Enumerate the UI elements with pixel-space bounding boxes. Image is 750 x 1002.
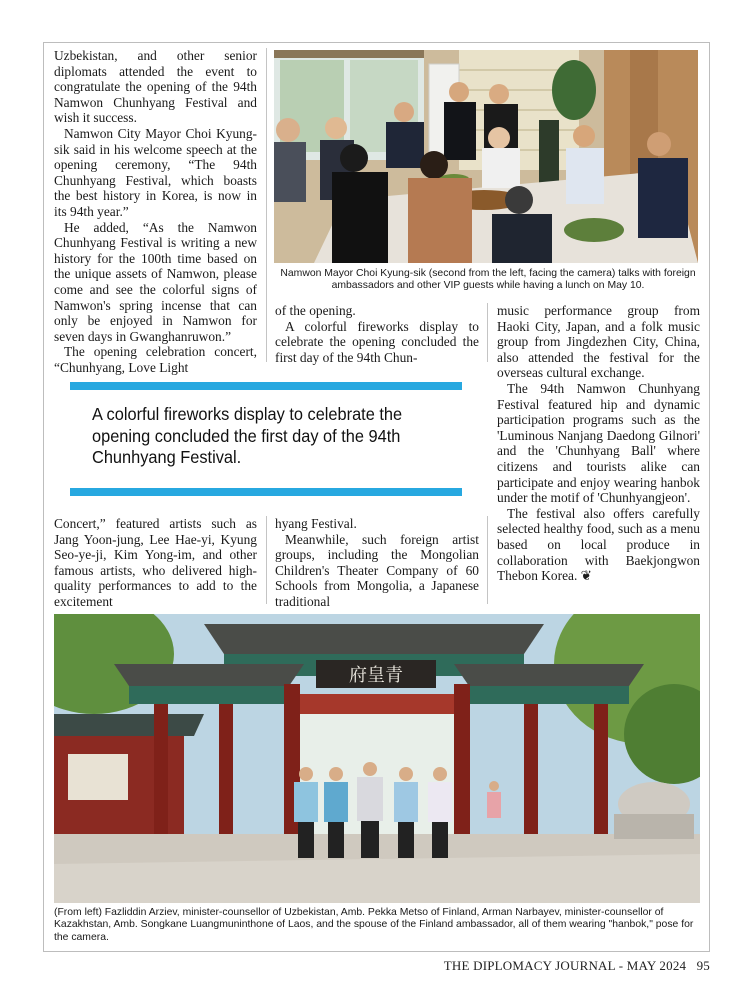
- luncheon-photo: [274, 50, 698, 263]
- paragraph: He added, “As the Namwon Chunhyang Festival is writing a new history for the 100th time based on the unique assets of Namwon, please come and see the colorful signs of Namwon's spring incense that can only be enjoyed in Namwon for seven days in Gwanghanruwon.”: [54, 219, 257, 344]
- gate-sign-text: 府皇青: [349, 665, 403, 686]
- article-column-2-bottom: [275, 516, 479, 610]
- pullquote-text: A colorful fireworks display to celebrate the opening concluded the first day of the 94th Chunhyang Festival.: [92, 404, 403, 467]
- paragraph: Concert,” featured artists such as Jang Yoon-jung, Lee Hae-yi, Kyung Seo-ye-ji, Kim Yong-im, and other famous artists, who delivered high-quality performances to add to the excitement: [54, 516, 257, 609]
- column-divider: [266, 516, 267, 604]
- paragraph: Namwon City Mayor Choi Kyung-sik said in his welcome speech at the opening ceremony, “The 94th Chunhyang Festival, which boasts the best history in Korea, is now in its 94th year.”: [54, 125, 257, 219]
- article-column-1-top: [54, 48, 257, 375]
- end-mark-icon: ❦: [580, 568, 592, 584]
- journal-name: THE DIPLOMACY JOURNAL - MAY 2024: [443, 958, 687, 973]
- paragraph: hyang Festival.: [275, 516, 357, 531]
- paragraph: The opening celebration concert, “Chunhyang, Love Light: [54, 344, 257, 375]
- gate-photo-illustration: [54, 614, 700, 903]
- column-divider: [487, 516, 488, 604]
- page-footer: [444, 958, 710, 974]
- column-divider: [487, 303, 488, 362]
- pullquote-top-bar: [70, 382, 462, 390]
- pullquote-bottom-bar: [70, 488, 462, 496]
- article-column-2-top: [275, 303, 479, 365]
- paragraph: Meanwhile, such foreign artist groups, including the Mongolian Children's Theater Company of 60 Schools from Mongolia, a Japanese traditional: [275, 531, 479, 609]
- paragraph: Uzbekistan, and other senior diplomats attended the event to congratulate the opening of the 94th Namwon Chunhyang Festival and wish it success.: [54, 48, 257, 126]
- gate-photo-caption: (From left) Fazliddin Arziev, minister-counsellor of Uzbekistan, Amb. Pekka Metso of Finland, Arman Narbayev, minister-counsellor of Kazakhstan, Amb. Songkane Luangmuninthone of Laos, and the spouse of the Finland ambassador, all of them wearing "hanbok," pose for the camera.: [54, 907, 694, 943]
- paragraph: of the opening.: [275, 303, 356, 318]
- paragraph: A colorful fireworks display to celebrate the opening concluded the first day of the 94th Chun-: [275, 318, 479, 365]
- article-column-1-bottom: [54, 516, 257, 610]
- paragraph: [497, 506, 700, 584]
- column-divider: [266, 48, 267, 362]
- paragraph: music performance group from Haoki City, Japan, and a folk music group from Jingdezhen City, China, also attended the festival for the overseas cultural exchange.: [497, 303, 700, 381]
- gate-photo: [54, 614, 700, 903]
- luncheon-photo-caption: Namwon Mayor Choi Kyung-sik (second from the left, facing the camera) talks with foreign ambassadors and other VIP guests while having a lunch on May 10.: [280, 268, 696, 292]
- article-column-3: [497, 303, 700, 584]
- paragraph-text: The festival also offers carefully selected healthy food, such as a menu based on local produce in collaboration with Baekjongwon Thebon Korea.: [497, 505, 700, 584]
- luncheon-photo-illustration: [274, 50, 698, 263]
- page-number: 95: [696, 958, 710, 973]
- paragraph: The 94th Namwon Chunhyang Festival featured hip and dynamic participation programs such as the 'Luminous Nanjang Daedong Gilnori' and the 'Chunhyang Ball' where citizens and tourists alike can participate and enjoy wearing hanbok under the motif of 'Chunhyangjeon'.: [497, 380, 700, 506]
